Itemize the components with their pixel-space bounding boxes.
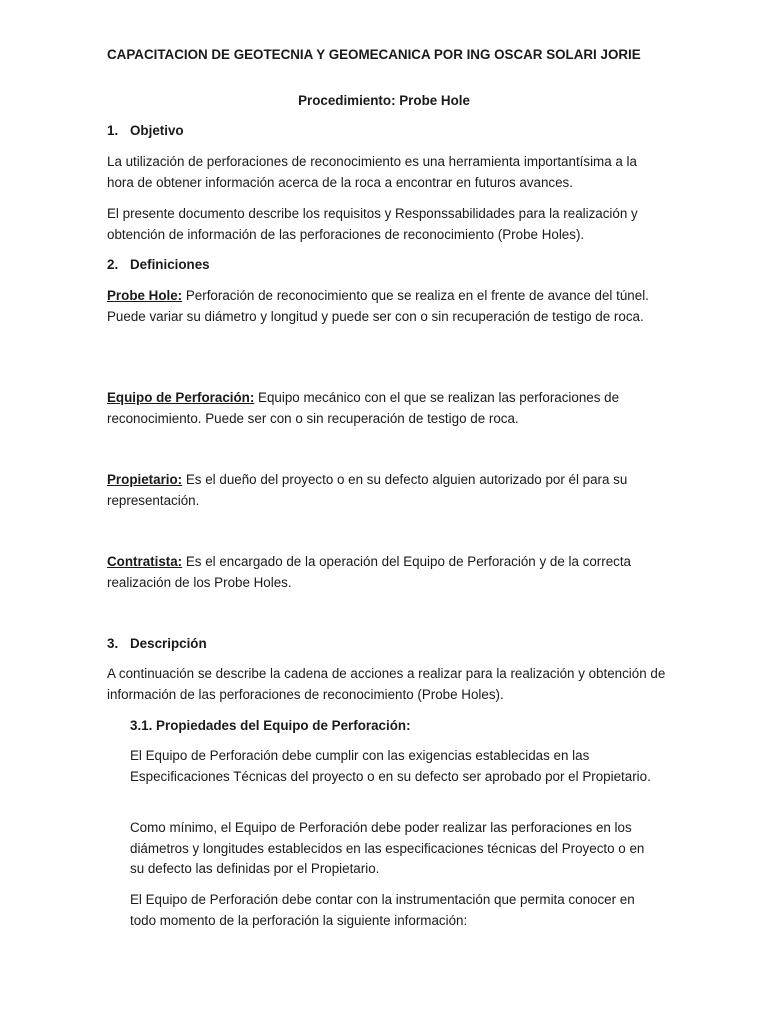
definition-equipo-perforacion: [107, 388, 667, 429]
section-3-heading: [107, 634, 667, 655]
objetivo-paragraph-2: El presente documento describe los requisitos y Responssabilidades para la realización y obtención de información de las perforaciones de reconocimiento (Probe Holes).: [107, 206, 638, 242]
definition-text: Es el encargado de la operación del Equipo de Perforación y de la correcta realización de los Probe Holes.: [107, 554, 632, 590]
subsection-3-1-paragraph-3: El Equipo de Perforación debe contar con la instrumentación que permita conocer en todo momento de la perforación la siguiente información:: [130, 892, 635, 928]
definition-term: Equipo de Perforación:: [107, 390, 255, 405]
definition-propietario: [107, 470, 667, 511]
section-2-number: 2.: [107, 257, 119, 272]
definition-text: Es el dueño del proyecto o en su defecto alguien autorizado por él para su representación.: [107, 472, 628, 508]
section-3-number: 3.: [107, 636, 119, 651]
subsection-3-1-paragraph-2: Como mínimo, el Equipo de Perforación debe poder realizar las perforaciones en los diámetros y longitudes establecidos en las especificaciones técnicas del Proyecto o en su defecto las definidas por el Propietario.: [130, 820, 645, 876]
subsection-3-1-paragraph-1: El Equipo de Perforación debe cumplir con las exigencias establecidas en las Especificaciones Técnicas del proyecto o en su defecto ser aprobado por el Propietario.: [130, 748, 651, 784]
subsection-3-1-heading: 3.1. Propiedades del Equipo de Perforación:: [130, 718, 411, 733]
section-1-title: Objetivo: [130, 123, 184, 138]
descripcion-intro: A continuación se describe la cadena de acciones a realizar para la realización y obtención de información de las perforaciones de reconocimiento (Probe Holes).: [107, 666, 666, 702]
definition-term: Contratista:: [107, 554, 183, 569]
definition-contratista: [107, 552, 667, 593]
section-2-heading: [107, 255, 667, 276]
definition-probe-hole: [107, 286, 667, 327]
definition-text: Equipo mecánico con el que se realizan las perforaciones de reconocimiento. Puede ser con o sin recuperación de testigo de roca.: [107, 390, 620, 426]
definition-text: Perforación de reconocimiento que se realiza en el frente de avance del túnel. Puede variar su diámetro y longitud y puede ser con o sin recuperación de testigo de roca.: [107, 288, 649, 324]
document-header: CAPACITACION DE GEOTECNIA Y GEOMECANICA POR ING OSCAR SOLARI JORIE: [107, 47, 641, 62]
section-2-title: Definiciones: [130, 257, 210, 272]
section-3-title: Descripción: [130, 636, 207, 651]
section-1-number: 1.: [107, 123, 119, 138]
objetivo-paragraph-1: La utilización de perforaciones de reconocimiento es una herramienta importantísima a la hora de obtener información acerca de la roca a encontrar en futuros avances.: [107, 154, 637, 190]
section-1-heading: [107, 121, 667, 142]
definition-term: Probe Hole:: [107, 288, 183, 303]
definition-term: Propietario:: [107, 472, 183, 487]
document-title: Procedimiento: Probe Hole: [298, 93, 470, 108]
